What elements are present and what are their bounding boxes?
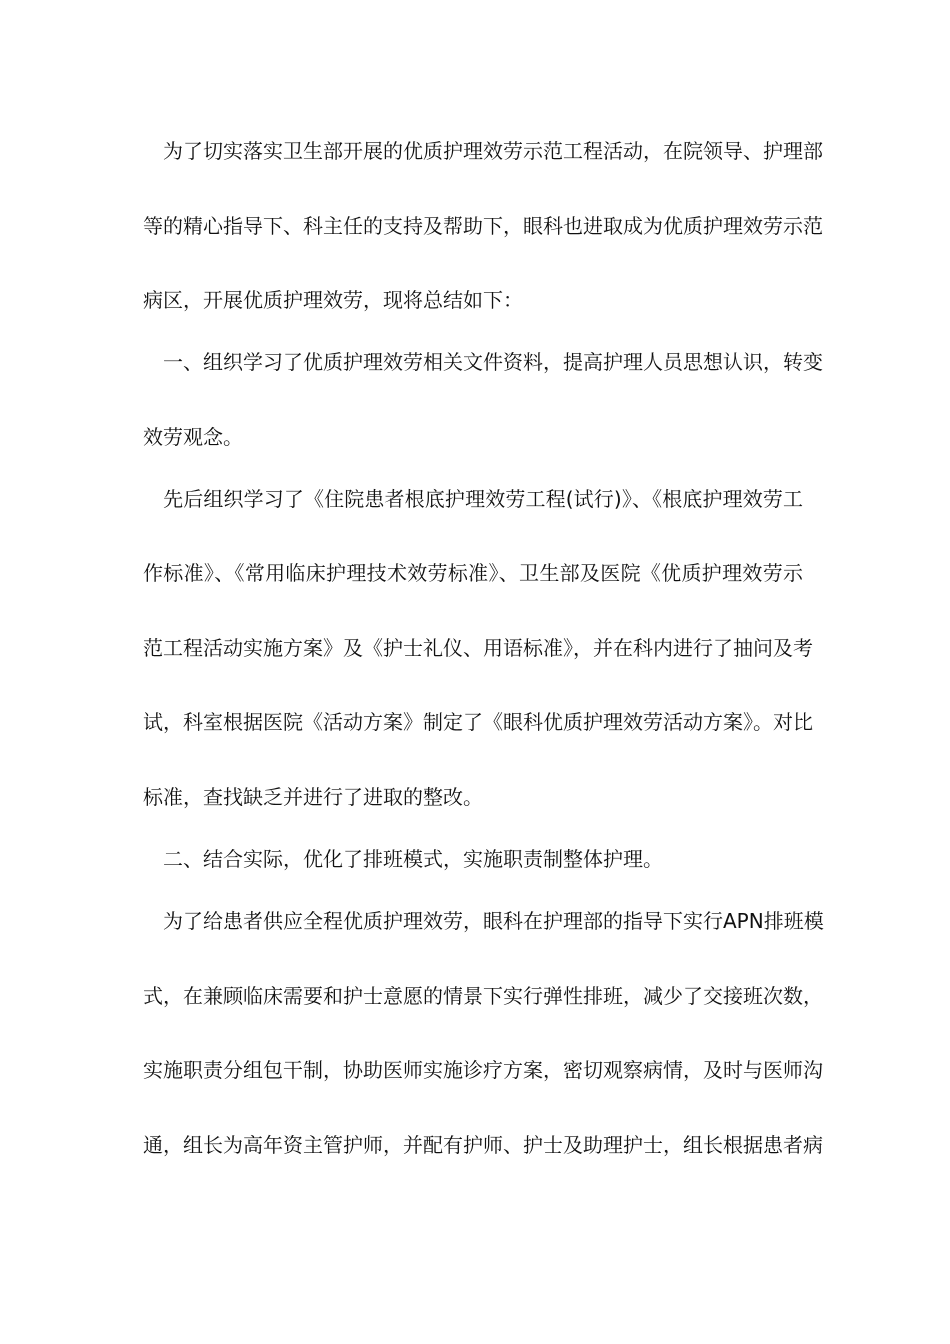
paragraph-line: 实施职责分组包干制，协助医师实施诊疗方案，密切观察病情，及时与医师沟	[143, 1058, 823, 1082]
section-heading-line: 二、结合实际，优化了排班模式，实施职责制整体护理。	[143, 847, 663, 871]
paragraph-line: 等的精心指导下、科主任的支持及帮助下，眼科也进取成为优质护理效劳示范	[143, 214, 823, 238]
paragraph-line: 为了切实落实卫生部开展的优质护理效劳示范工程活动，在院领导、护理部	[143, 139, 823, 163]
paragraph-line: 为了给患者供应全程优质护理效劳，眼科在护理部的指导下实行APN排班模	[143, 909, 824, 933]
paragraph-line: 病区，开展优质护理效劳，现将总结如下：	[143, 288, 523, 312]
paragraph-line: 范工程活动实施方案》及《护士礼仪、用语标准》，并在科内进行了抽问及考	[143, 636, 813, 660]
paragraph-line: 作标准》、《常用临床护理技术效劳标准》、卫生部及医院《优质护理效劳示	[143, 561, 803, 585]
paragraph-line: 先后组织学习了《住院患者根底护理效劳工程(试行)》、《根底护理效劳工	[143, 487, 803, 511]
section-heading-line: 效劳观念。	[143, 425, 243, 449]
paragraph-line: 试，科室根据医院《活动方案》制定了《眼科优质护理效劳活动方案》。对比	[143, 710, 813, 734]
section-heading-line: 一、组织学习了优质护理效劳相关文件资料，提高护理人员思想认识，转变	[143, 350, 823, 374]
paragraph-line: 标准，查找缺乏并进行了进取的整改。	[143, 785, 483, 809]
paragraph-line: 通，组长为高年资主管护师，并配有护师、护士及助理护士，组长根据患者病	[143, 1133, 823, 1157]
paragraph-line: 式，在兼顾临床需要和护士意愿的情景下实行弹性排班，减少了交接班次数，	[143, 984, 823, 1008]
